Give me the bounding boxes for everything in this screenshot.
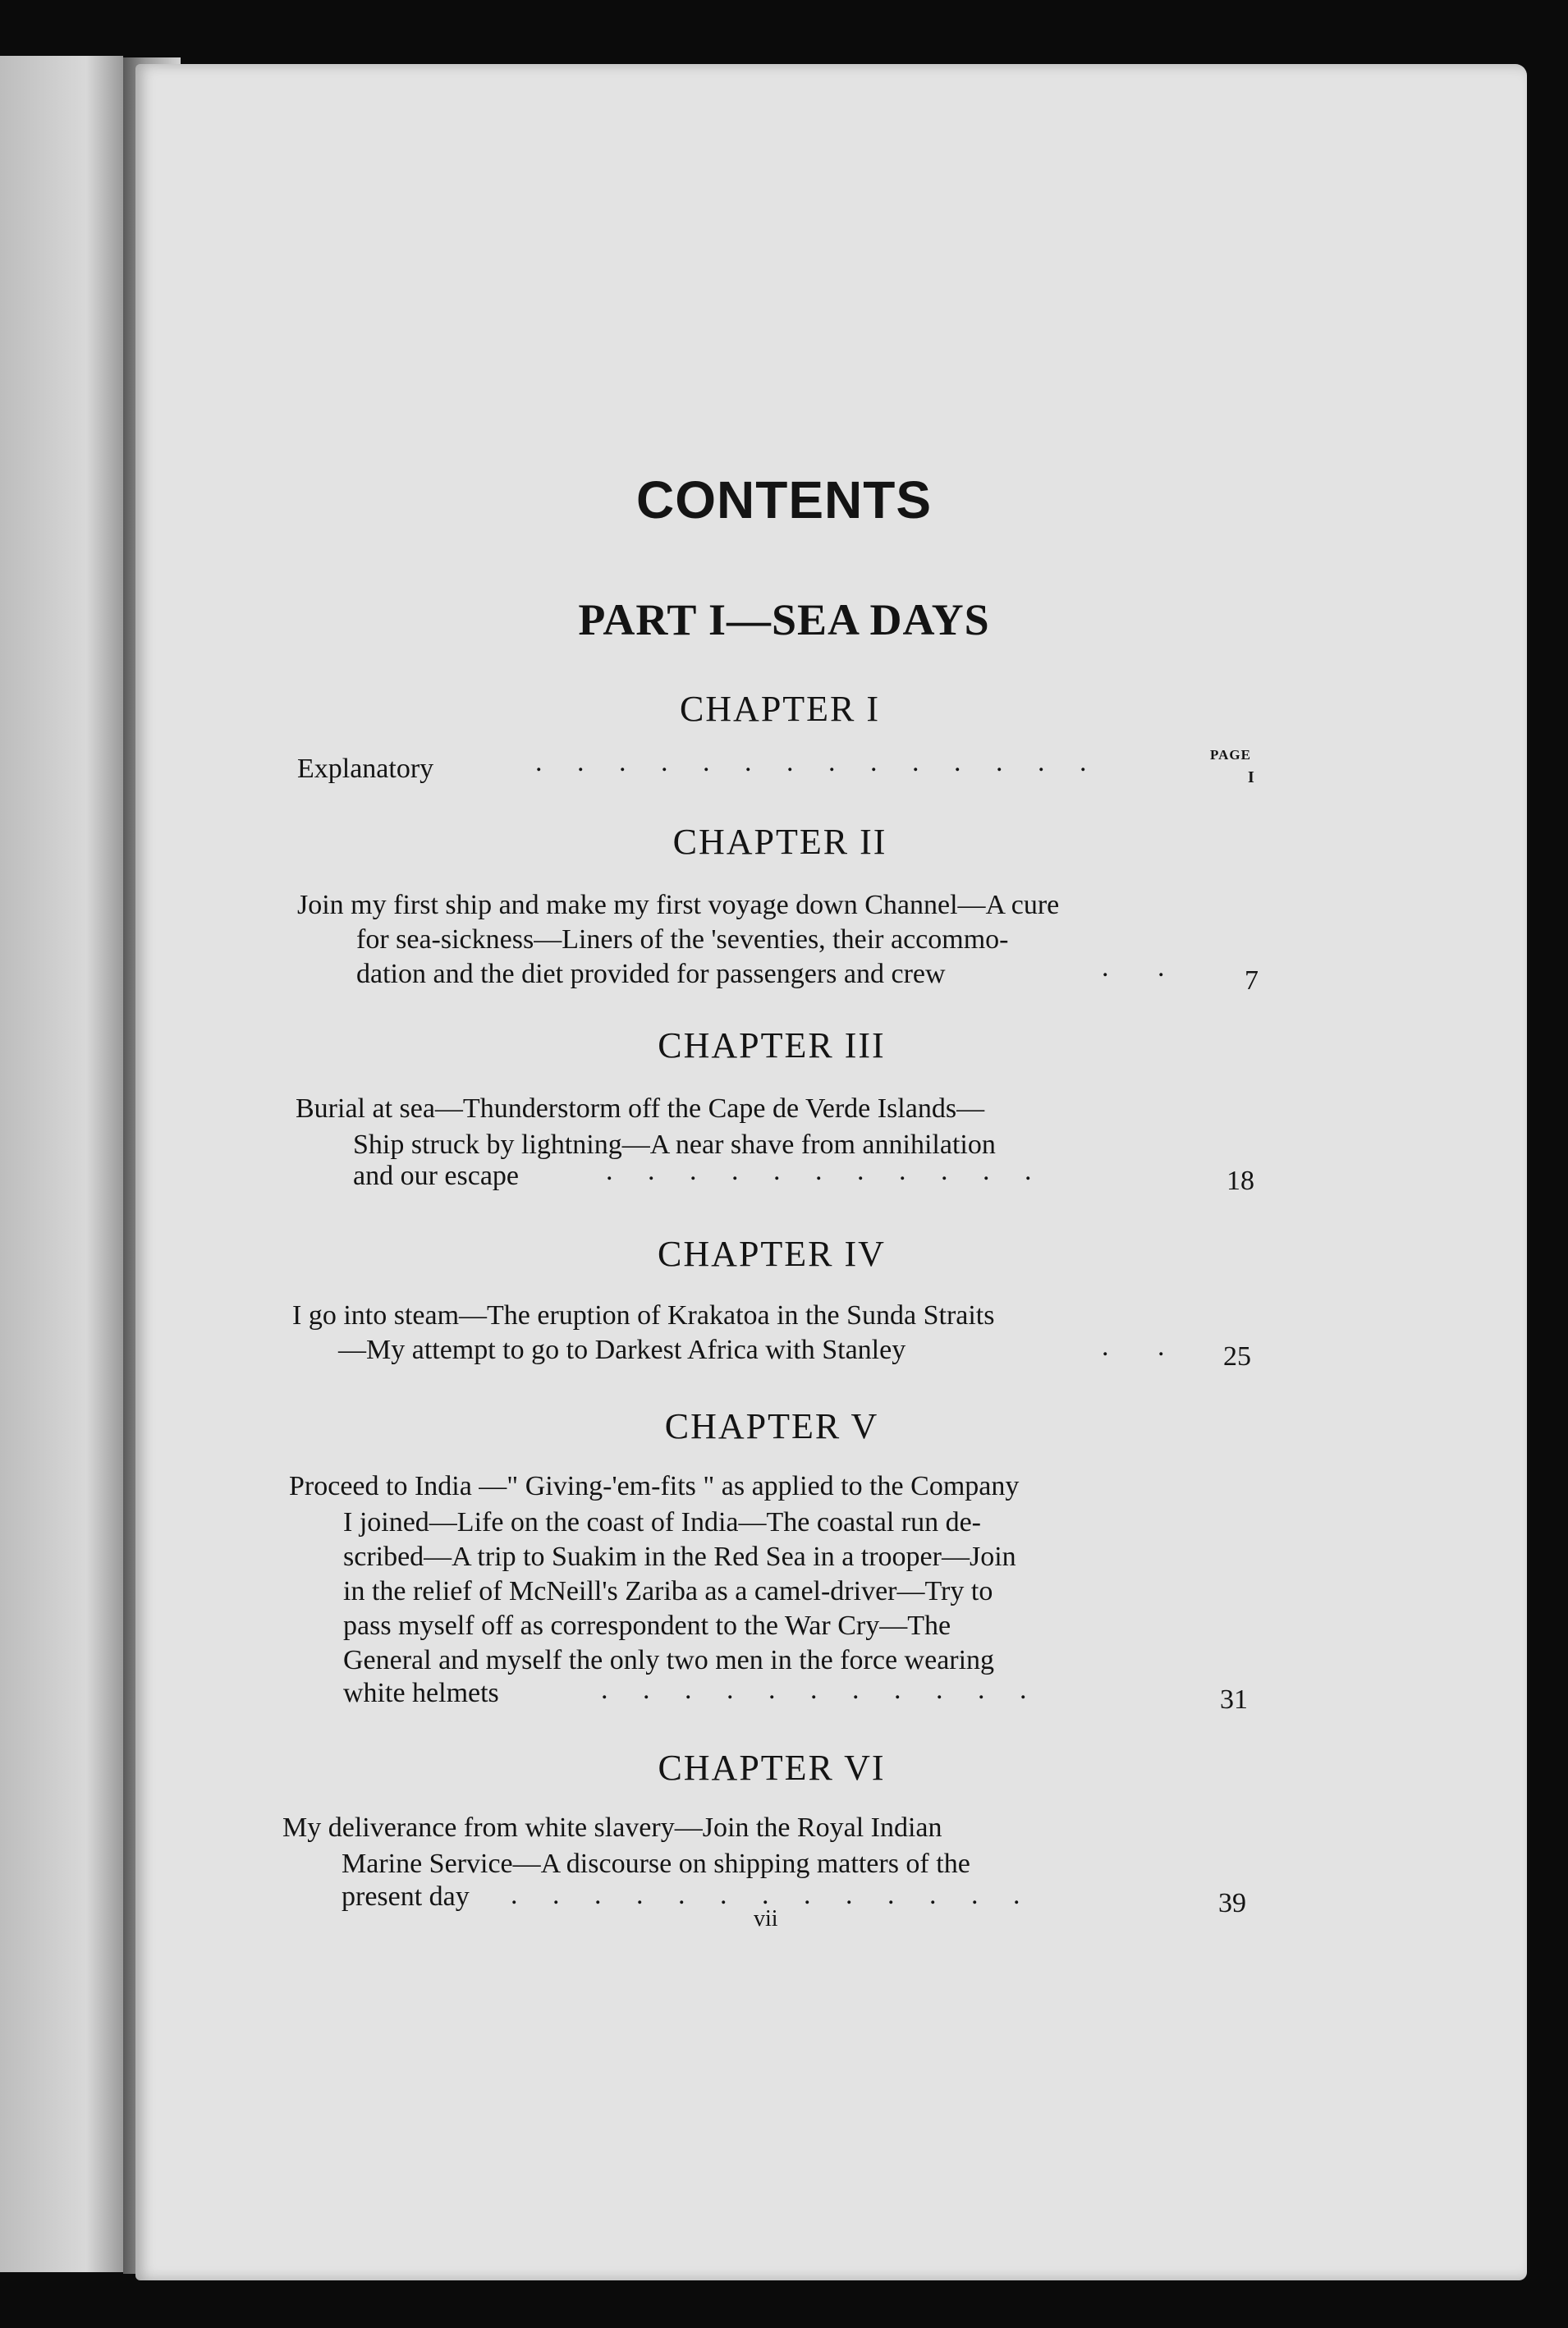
chapter-5-line-1: Proceed to India —" Giving-'em-fits " as applied to the Company [289, 1471, 1020, 1501]
chapter-heading-3: CHAPTER III [658, 1025, 886, 1065]
leader-dots: . . [1102, 1331, 1165, 1362]
leader-dots: . . . . . . . . . . . [601, 1675, 1027, 1705]
chapter-6-line-3: present day [342, 1881, 470, 1912]
chapter-3-page: 18 [1226, 1166, 1254, 1196]
chapter-3-line-1: Burial at sea—Thunderstorm off the Cape de Verde Islands— [296, 1093, 985, 1124]
chapter-6-line-1: My deliverance from white slavery—Join the Royal Indian [282, 1812, 942, 1843]
chapter-4-page: 25 [1223, 1341, 1251, 1372]
facing-page-edge [0, 56, 123, 2272]
page-title: CONTENTS [636, 470, 932, 529]
chapter-3-line-2: Ship struck by lightning—A near shave from annihilation [353, 1130, 996, 1160]
chapter-5-line-6: General and myself the only two men in the force wearing [343, 1645, 995, 1675]
chapter-5-line-5: pass myself off as correspondent to the War Cry—The [343, 1611, 951, 1641]
chapter-6-page: 39 [1218, 1888, 1246, 1918]
page-column-header: PAGE [1210, 747, 1251, 763]
chapter-heading-6: CHAPTER VI [658, 1748, 886, 1788]
chapter-4-line-2: —My attempt to go to Darkest Africa with Stanley [338, 1335, 906, 1365]
chapter-heading-1: CHAPTER I [679, 689, 881, 729]
chapter-2-line-1: Join my first ship and make my first voyage down Channel—A cure [297, 890, 1060, 920]
chapter-5-line-2: I joined—Life on the coast of India—The coastal run de- [343, 1507, 982, 1537]
part-title: PART I—SEA DAYS [578, 595, 990, 644]
leader-dots: . . . . . . . . . . . . . . [535, 747, 1087, 777]
chapter-2-line-3: dation and the diet provided for passengers and crew [356, 959, 946, 989]
chapter-3-line-3: and our escape [353, 1161, 520, 1191]
chapter-5-line-4: in the relief of McNeill's Zariba as a camel-driver—Try to [343, 1576, 993, 1606]
chapter-5-line-7: white helmets [343, 1678, 499, 1708]
chapter-heading-5: CHAPTER V [664, 1406, 879, 1446]
chapter-1-line-1: Explanatory [297, 754, 434, 784]
chapter-4-line-1: I go into steam—The eruption of Krakatoa in the Sunda Straits [292, 1300, 995, 1331]
page-folio: vii [754, 1906, 778, 1932]
leader-dots: . . . . . . . . . . . . . [511, 1880, 1020, 1910]
leader-dots: . . . . . . . . . . . [606, 1156, 1032, 1186]
chapter-heading-2: CHAPTER II [672, 822, 887, 862]
chapter-5-line-3: scribed—A trip to Suakim in the Red Sea in a trooper—Join [343, 1542, 1016, 1572]
chapter-6-line-2: Marine Service—A discourse on shipping matters of the [342, 1849, 970, 1879]
chapter-2-line-2: for sea-sickness—Liners of the 'seventies, their accommo- [356, 924, 1009, 955]
chapter-heading-4: CHAPTER IV [658, 1234, 886, 1274]
chapter-2-page: 7 [1245, 965, 1259, 996]
chapter-5-page: 31 [1220, 1684, 1248, 1715]
chapter-1-page: I [1248, 768, 1254, 786]
leader-dots: . . [1102, 952, 1165, 983]
